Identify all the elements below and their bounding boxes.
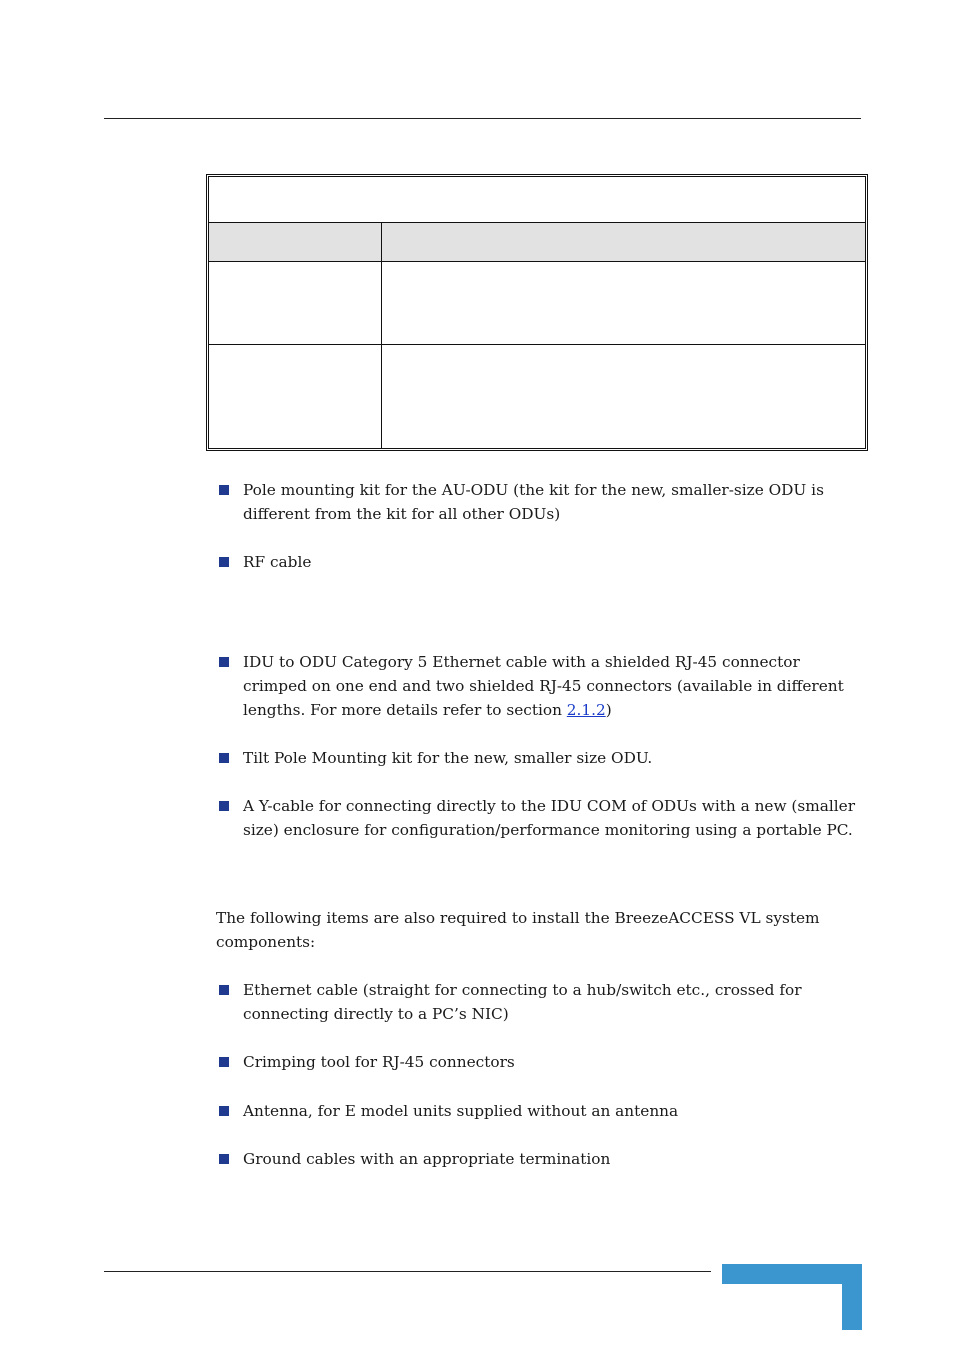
bullet-square-icon <box>219 557 229 567</box>
list-item-text-part: IDU to ODU Category 5 Ethernet cable with a shielded RJ-45 connector crimped on one end and two shielded RJ-45 connectors (available in different lengths. For more details refer to section <box>243 653 844 719</box>
list-item <box>216 1099 862 1123</box>
list-item <box>216 550 862 574</box>
list-item-text: RF cable <box>243 553 312 571</box>
list-item-text: Crimping tool for RJ-45 connectors <box>243 1053 515 1071</box>
list-item <box>216 650 862 722</box>
intro-paragraph: The following items are also required to install the BreezeACCESS VL system components: <box>216 909 820 951</box>
bullet-square-icon <box>219 485 229 495</box>
bullet-square-icon <box>219 1154 229 1164</box>
list-item <box>216 478 862 526</box>
bullet-square-icon <box>219 1106 229 1116</box>
footer-rule <box>104 1271 711 1272</box>
bullet-square-icon <box>219 657 229 667</box>
list-item <box>216 978 862 1026</box>
table-row <box>209 261 865 344</box>
page-number-tab-edge <box>842 1264 862 1330</box>
list-item-text <box>216 650 862 722</box>
header-rule <box>104 118 861 119</box>
bullet-square-icon <box>219 801 229 811</box>
table-row <box>209 344 865 450</box>
bullet-square-icon <box>219 985 229 995</box>
list-item <box>216 1147 862 1171</box>
list-item-text-part: ) <box>605 701 612 719</box>
list-item-text: Tilt Pole Mounting kit for the new, smaller size ODU. <box>243 749 653 767</box>
list-item-text: Ethernet cable (straight for connecting to a hub/switch etc., crossed for connecting directly to a PC’s NIC) <box>243 981 802 1023</box>
spec-table <box>206 174 868 451</box>
bullet-square-icon <box>219 753 229 763</box>
list-item <box>216 794 862 842</box>
list-item-text: A Y-cable for connecting directly to the IDU COM of ODUs with a new (smaller size) enclosure for configuration/performance monitoring using a portable PC. <box>243 797 856 839</box>
table-title-row <box>209 177 865 222</box>
list-item-text: Pole mounting kit for the AU-ODU (the kit for the new, smaller-size ODU is different from the kit for all other ODUs) <box>243 481 824 523</box>
table-header-row <box>209 222 865 261</box>
list-item-text: Antenna, for E model units supplied without an antenna <box>243 1102 679 1120</box>
bullet-square-icon <box>219 1057 229 1067</box>
list-item-text: Ground cables with an appropriate termination <box>243 1150 611 1168</box>
section-link[interactable]: 2.1.2 <box>566 701 606 719</box>
list-item <box>216 746 862 770</box>
table-column-divider <box>381 222 382 448</box>
page-number-tab <box>722 1264 862 1284</box>
list-item <box>216 1050 862 1074</box>
